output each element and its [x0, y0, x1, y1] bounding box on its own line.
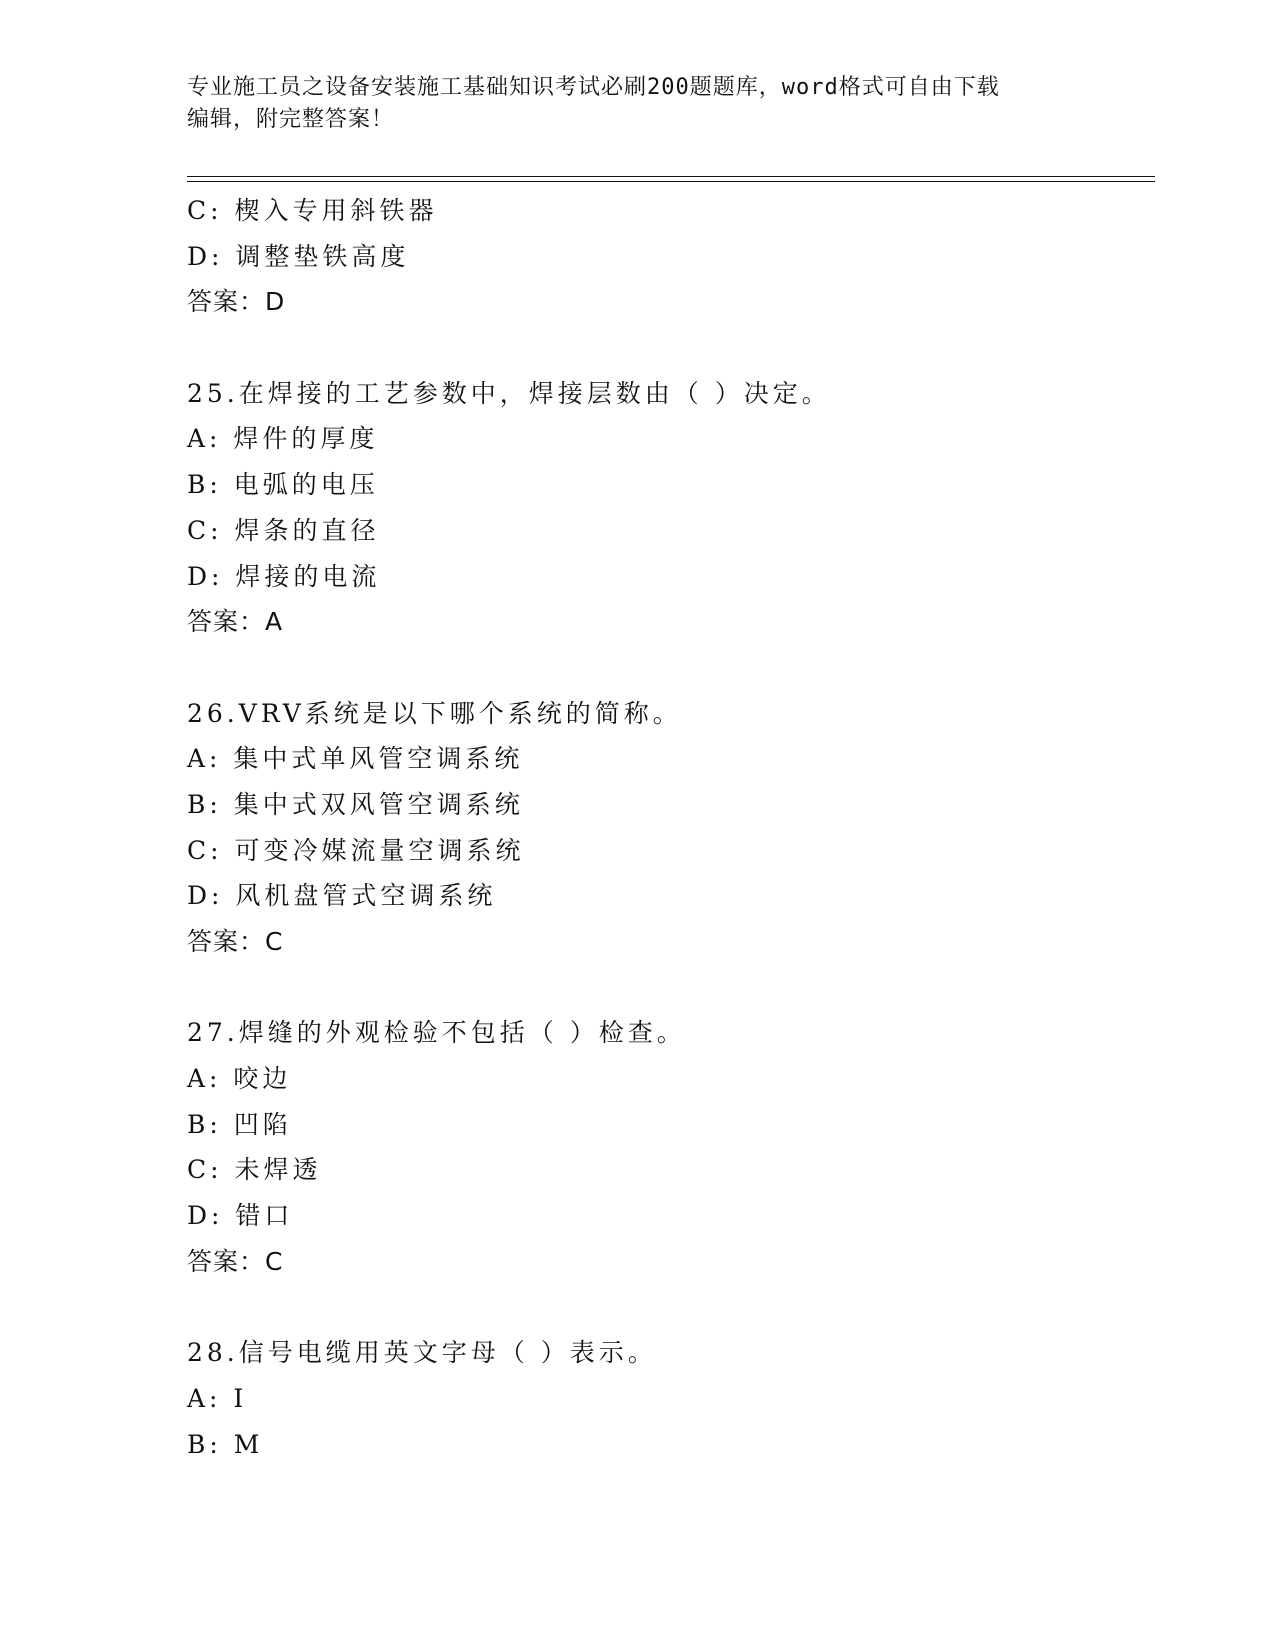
- header-rule-top: [187, 176, 1155, 177]
- spacer: [187, 645, 1147, 691]
- option-a: A: 咬边: [187, 1064, 292, 1094]
- question-text: 28.信号电缆用英文字母（ ）表示。: [187, 1338, 657, 1368]
- question-text: 26.VRV系统是以下哪个系统的简称。: [187, 698, 682, 728]
- header-line-2: 编辑，附完整答案！: [187, 107, 395, 132]
- option-c: C: 焊条的直径: [187, 515, 380, 545]
- question-28: [187, 1330, 1147, 1467]
- option-d: D: 调整垫铁高度: [187, 241, 410, 271]
- spacer: [187, 325, 1147, 371]
- spacer: [187, 965, 1147, 1011]
- spacer: [187, 1285, 1147, 1331]
- header-line-1: 专业施工员之设备安装施工基础知识考试必刷200题题库，word格式可自由下载: [187, 75, 1000, 100]
- header-rule-bottom: [187, 181, 1155, 182]
- option-b: B: 集中式双风管空调系统: [187, 789, 524, 819]
- question-26: [187, 691, 1147, 965]
- answer: 答案：D: [187, 287, 286, 317]
- question-25: [187, 371, 1147, 645]
- option-b: B: 凹陷: [187, 1109, 292, 1139]
- answer: 答案：A: [187, 607, 284, 637]
- question-24-continued: [187, 188, 1147, 325]
- option-b: B: M: [187, 1429, 264, 1459]
- option-a: A: I: [187, 1383, 248, 1413]
- option-a: A: 焊件的厚度: [187, 424, 379, 454]
- answer: 答案：C: [187, 1246, 284, 1276]
- question-text: 25.在焊接的工艺参数中，焊接层数由（ ）决定。: [187, 378, 831, 408]
- option-c: C: 可变冷媒流量空调系统: [187, 835, 525, 865]
- document-header: [187, 72, 1087, 136]
- option-d: D: 错口: [187, 1201, 294, 1231]
- option-d: D: 焊接的电流: [187, 561, 381, 591]
- option-d: D: 风机盘管式空调系统: [187, 881, 497, 911]
- question-list: [187, 188, 1147, 1467]
- option-a: A: 集中式单风管空调系统: [187, 744, 524, 774]
- question-text: 27.焊缝的外观检验不包括（ ）检查。: [187, 1018, 686, 1048]
- option-c: C: 未焊透: [187, 1155, 322, 1185]
- answer: 答案：C: [187, 927, 284, 956]
- option-c: C: 楔入专用斜铁器: [187, 196, 438, 225]
- option-b: B: 电弧的电压: [187, 470, 379, 500]
- question-27: [187, 1010, 1147, 1284]
